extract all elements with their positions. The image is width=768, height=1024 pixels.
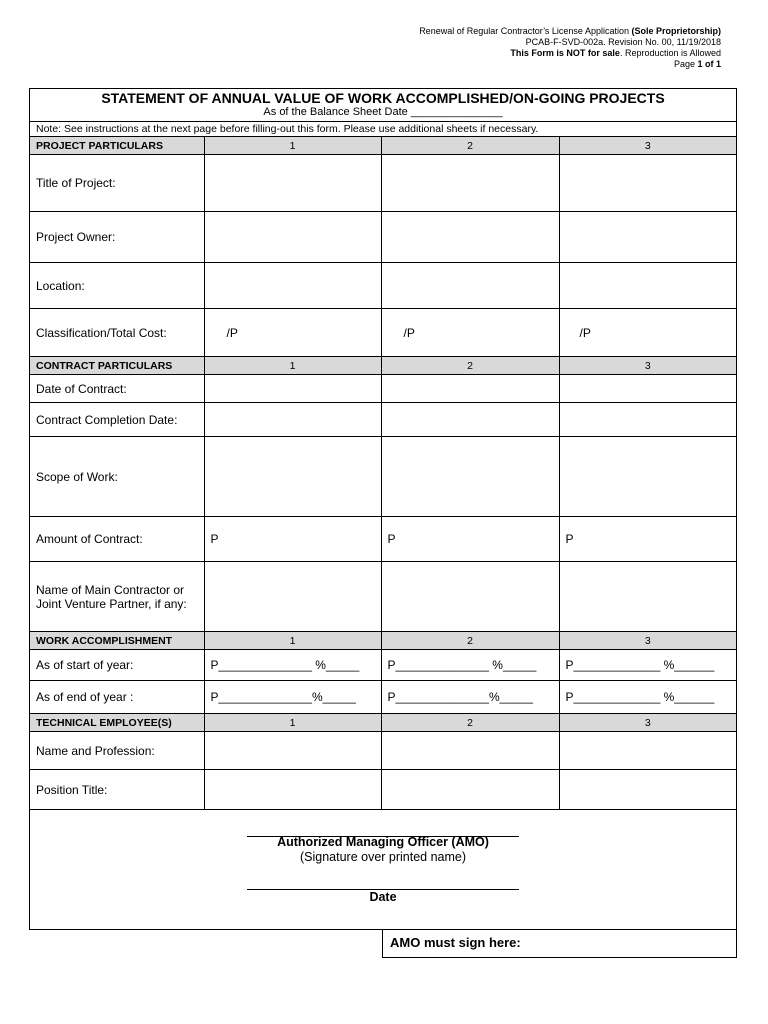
- section-label: PROJECT PARTICULARS: [30, 137, 204, 155]
- field-owner-1[interactable]: [204, 212, 381, 263]
- field-name-3[interactable]: [559, 732, 736, 770]
- label-end-of-year: As of end of year :: [30, 681, 204, 714]
- column-3-header: 3: [559, 357, 736, 375]
- amo-sign-box[interactable]: AMO must sign here:: [382, 930, 737, 958]
- label-completion-date: Contract Completion Date:: [30, 403, 204, 437]
- field-end-3[interactable]: P_____________ %______: [559, 681, 736, 714]
- balance-sheet-date: As of the Balance Sheet Date _______________: [263, 106, 503, 118]
- field-location-2[interactable]: [381, 263, 559, 309]
- form-note: Note: See instructions at the next page before filling-out this form. Please use additional sheets if necessary.: [36, 123, 539, 135]
- field-scope-3[interactable]: [559, 437, 736, 517]
- field-scope-1[interactable]: [204, 437, 381, 517]
- field-classification-2[interactable]: /P: [381, 309, 559, 357]
- label-name-profession: Name and Profession:: [30, 732, 204, 770]
- column-1-header: 1: [204, 632, 381, 650]
- label-location: Location:: [30, 263, 204, 309]
- field-contractor-3[interactable]: [559, 562, 736, 632]
- date-label: Date: [369, 890, 397, 904]
- statement-form: [29, 88, 737, 930]
- field-name-2[interactable]: [381, 732, 559, 770]
- field-completion-2[interactable]: [381, 403, 559, 437]
- field-classification-3[interactable]: /P: [559, 309, 736, 357]
- field-start-2[interactable]: P______________ %_____: [381, 650, 559, 681]
- field-title-3[interactable]: [559, 155, 736, 212]
- row-project-owner: [30, 212, 736, 263]
- column-1-header: 1: [204, 714, 381, 732]
- field-contractor-1[interactable]: [204, 562, 381, 632]
- row-scope-of-work: [30, 437, 736, 517]
- label-main-contractor: Name of Main Contractor or Joint Venture Partner, if any:: [30, 562, 204, 632]
- column-2-header: 2: [381, 632, 559, 650]
- field-contractor-2[interactable]: [381, 562, 559, 632]
- field-date-3[interactable]: [559, 375, 736, 403]
- row-amount-of-contract: [30, 517, 736, 562]
- field-date-2[interactable]: [381, 375, 559, 403]
- form-grid: [30, 136, 736, 810]
- amo-label: Authorized Managing Officer (AMO): [277, 835, 489, 849]
- section-work-accomplishment: [30, 632, 736, 650]
- column-3-header: 3: [559, 137, 736, 155]
- label-classification: Classification/Total Cost:: [30, 309, 204, 357]
- row-main-contractor: [30, 562, 736, 632]
- label-date-of-contract: Date of Contract:: [30, 375, 204, 403]
- column-1-header: 1: [204, 137, 381, 155]
- column-1-header: 1: [204, 357, 381, 375]
- header-line-3: This Form is NOT for sale. Reproduction is Allowed: [510, 48, 721, 58]
- row-position-title: [30, 770, 736, 810]
- row-completion-date: [30, 403, 736, 437]
- section-technical-employees: [30, 714, 736, 732]
- form-header: [301, 26, 721, 70]
- field-owner-2[interactable]: [381, 212, 559, 263]
- section-contract-particulars: [30, 357, 736, 375]
- label-start-of-year: As of start of year:: [30, 650, 204, 681]
- field-position-2[interactable]: [381, 770, 559, 810]
- field-amount-3[interactable]: P: [559, 517, 736, 562]
- column-2-header: 2: [381, 137, 559, 155]
- label-position-title: Position Title:: [30, 770, 204, 810]
- field-owner-3[interactable]: [559, 212, 736, 263]
- row-location: [30, 263, 736, 309]
- section-label: WORK ACCOMPLISHMENT: [30, 632, 204, 650]
- field-classification-1[interactable]: /P: [204, 309, 381, 357]
- section-label: TECHNICAL EMPLOYEE(S): [30, 714, 204, 732]
- amo-sublabel: (Signature over printed name): [299, 850, 467, 864]
- row-classification: [30, 309, 736, 357]
- header-line-2: PCAB-F-SVD-002a. Revision No. 00, 11/19/2018: [525, 37, 721, 47]
- label-title-of-project: Title of Project:: [30, 155, 204, 212]
- row-name-profession: [30, 732, 736, 770]
- field-position-3[interactable]: [559, 770, 736, 810]
- column-3-header: 3: [559, 714, 736, 732]
- field-title-2[interactable]: [381, 155, 559, 212]
- label-amount-of-contract: Amount of Contract:: [30, 517, 204, 562]
- field-amount-2[interactable]: P: [381, 517, 559, 562]
- page-number: Page 1 of 1: [673, 59, 721, 69]
- field-name-1[interactable]: [204, 732, 381, 770]
- field-completion-3[interactable]: [559, 403, 736, 437]
- section-label: CONTRACT PARTICULARS: [30, 357, 204, 375]
- column-2-header: 2: [381, 714, 559, 732]
- row-date-of-contract: [30, 375, 736, 403]
- field-location-1[interactable]: [204, 263, 381, 309]
- signature-area: [30, 810, 736, 930]
- label-project-owner: Project Owner:: [30, 212, 204, 263]
- form-title: STATEMENT OF ANNUAL VALUE OF WORK ACCOMPLISHED/ON-GOING PROJECTS: [101, 90, 665, 106]
- field-date-1[interactable]: [204, 375, 381, 403]
- field-position-1[interactable]: [204, 770, 381, 810]
- column-2-header: 2: [381, 357, 559, 375]
- row-start-of-year: [30, 650, 736, 681]
- field-end-2[interactable]: P______________%_____: [381, 681, 559, 714]
- field-start-3[interactable]: P_____________ %______: [559, 650, 736, 681]
- label-scope-of-work: Scope of Work:: [30, 437, 204, 517]
- field-completion-1[interactable]: [204, 403, 381, 437]
- field-end-1[interactable]: P______________%_____: [204, 681, 381, 714]
- row-title-of-project: [30, 155, 736, 212]
- column-3-header: 3: [559, 632, 736, 650]
- form-title-block: [30, 89, 736, 122]
- field-start-1[interactable]: P______________ %_____: [204, 650, 381, 681]
- section-project-particulars: [30, 137, 736, 155]
- header-line-1: Renewal of Regular Contractor’s License Application (Sole Proprietorship): [419, 26, 721, 36]
- field-location-3[interactable]: [559, 263, 736, 309]
- field-scope-2[interactable]: [381, 437, 559, 517]
- field-amount-1[interactable]: P: [204, 517, 381, 562]
- row-end-of-year: [30, 681, 736, 714]
- field-title-1[interactable]: [204, 155, 381, 212]
